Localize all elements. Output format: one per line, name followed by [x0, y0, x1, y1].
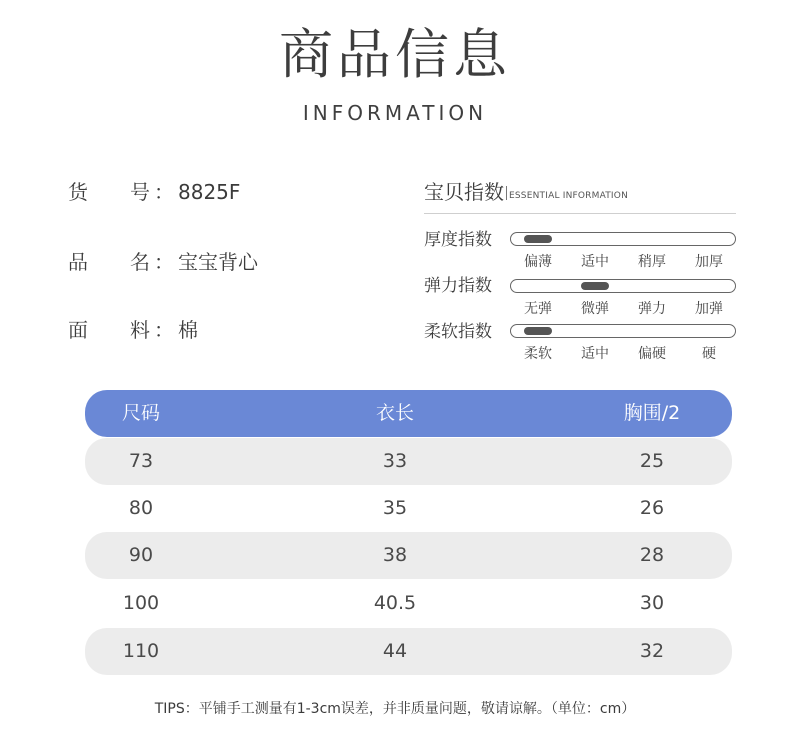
header-chest: 胸围/2 — [623, 402, 681, 424]
cell-length: 40.5 — [373, 592, 417, 614]
scale-track-thickness — [510, 232, 736, 246]
cell-length: 44 — [382, 640, 408, 662]
scale-label-softness: 柔软指数 — [424, 322, 492, 342]
cell-size: 110 — [122, 640, 160, 662]
scale-option: 适中 — [581, 254, 609, 270]
table-row — [85, 485, 732, 532]
info-colon: ： — [154, 250, 174, 274]
scale-option: 加弹 — [695, 301, 723, 317]
info-colon: ： — [154, 318, 174, 342]
scale-knob-thickness — [524, 235, 552, 243]
table-row — [85, 628, 732, 675]
cell-size: 80 — [128, 497, 154, 519]
table-row — [85, 580, 732, 627]
table-row — [85, 532, 732, 579]
scale-option: 偏硬 — [638, 346, 666, 362]
cell-length: 38 — [382, 544, 408, 566]
scale-label-thickness: 厚度指数 — [424, 230, 492, 250]
info-key-char: 名 — [130, 250, 150, 274]
cell-length: 35 — [382, 497, 408, 519]
info-value-product-name: 宝宝背心 — [178, 250, 258, 274]
info-key-char: 货 — [68, 180, 88, 204]
cell-chest: 28 — [639, 544, 665, 566]
scale-option: 硬 — [702, 346, 716, 362]
info-key-char: 品 — [68, 250, 88, 274]
info-key-char: 料 — [130, 318, 150, 342]
table-row — [85, 438, 732, 485]
info-key-char: 面 — [68, 318, 88, 342]
index-title: 宝贝指数 — [424, 180, 504, 204]
scale-option: 稍厚 — [638, 254, 666, 270]
cell-length: 33 — [382, 450, 408, 472]
cell-chest: 32 — [639, 640, 665, 662]
cell-size: 73 — [128, 450, 154, 472]
scale-knob-elasticity — [581, 282, 609, 290]
scale-track-elasticity — [510, 279, 736, 293]
size-table-header — [85, 390, 732, 437]
index-section-heading — [424, 178, 628, 210]
measurement-tips: TIPS：平铺手工测量有1-3cm误差，并非质量问题，敬请谅解。（单位：cm） — [154, 701, 636, 717]
scale-knob-softness — [524, 327, 552, 335]
scale-track-softness — [510, 324, 736, 338]
index-divider — [424, 213, 736, 214]
page-subtitle: INFORMATION — [302, 101, 488, 125]
info-key-char: 号 — [130, 180, 150, 204]
scale-option: 微弹 — [581, 301, 609, 317]
scale-option: 柔软 — [524, 346, 552, 362]
index-title-en: ESSENTIAL INFORMATION — [509, 191, 629, 201]
cell-chest: 26 — [639, 497, 665, 519]
scale-option: 加厚 — [695, 254, 723, 270]
heading-separator — [506, 186, 507, 200]
cell-chest: 30 — [639, 592, 665, 614]
scale-option: 无弹 — [524, 301, 552, 317]
cell-size: 100 — [122, 592, 160, 614]
info-value-item-number: 8825F — [178, 180, 241, 204]
info-colon: ： — [154, 180, 174, 204]
info-value-material: 棉 — [178, 318, 198, 342]
header-length: 衣长 — [375, 402, 414, 424]
cell-chest: 25 — [639, 450, 665, 472]
cell-size: 90 — [128, 544, 154, 566]
page-title: 商品信息 — [279, 23, 511, 86]
scale-option: 偏薄 — [524, 254, 552, 270]
scale-option: 弹力 — [638, 301, 666, 317]
header-size: 尺码 — [121, 402, 160, 424]
scale-option: 适中 — [581, 346, 609, 362]
scale-label-elasticity: 弹力指数 — [424, 276, 492, 296]
